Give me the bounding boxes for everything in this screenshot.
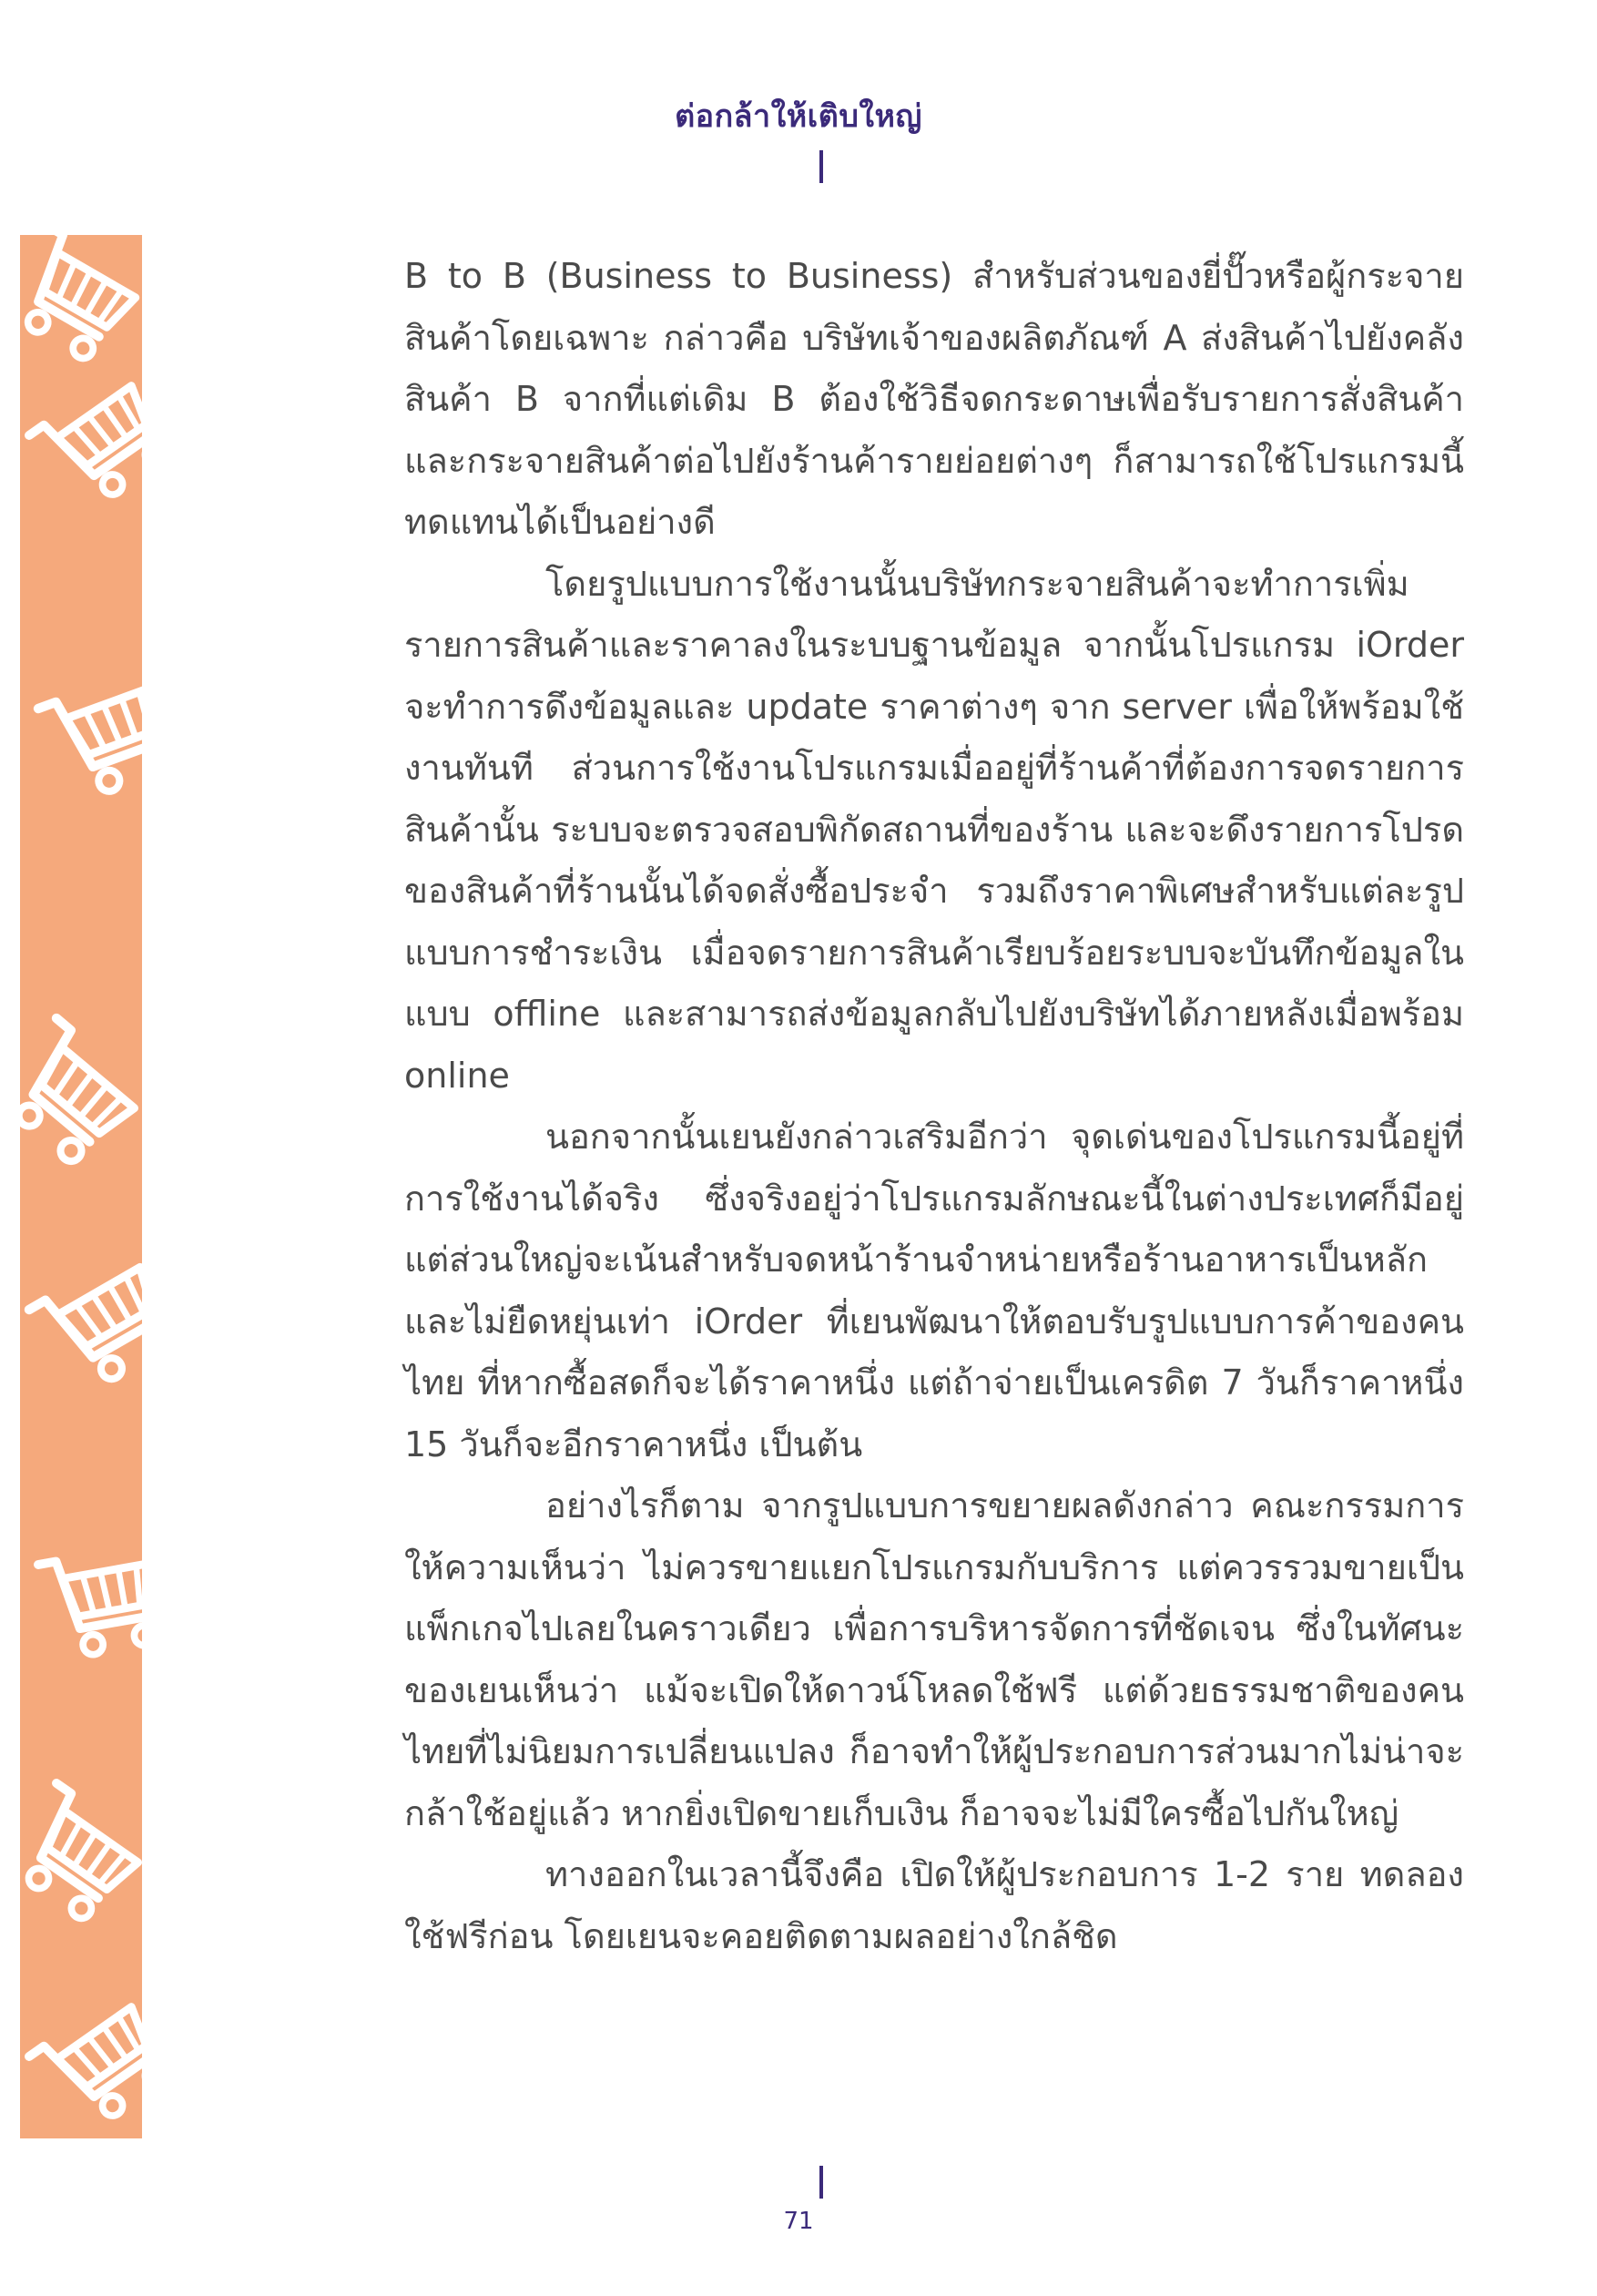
paragraph: ทางออกในเวลานี้จึงคือ เปิดให้ผู้ประกอบการ 1-2 ราย ทดลองใช้ฟรีก่อน โดยเยนจะคอยติดตามผลอย่างใกล้ชิด [404, 1854, 1464, 1956]
shopping-cart-pattern [20, 235, 142, 2138]
paragraph: โดยรูปแบบการใช้งานนั้นบริษัทกระจายสินค้าจะทำการเพิ่มรายการสินค้าและราคาลงในระบบฐานข้อมูล จากนั้นโปรแกรม iOrder จะทำการดึงข้อมูลและ update ราคาต่างๆ จาก server เพื่อให้พร้อมใช้งานทันที ส่วนการใช้งานโปรแกรมเมื่ออยู่ที่ร้านค้าที่ต้องการจดรายการสินค้านั้น ระบบจะตรวจสอบพิกัดสถานที่ของร้าน และจะดึงรายการโปรดของสินค้าที่ร้านนั้นได้จดสั่งซื้อประจำ รวมถึงราคาพิเศษสำหรับแต่ละรูปแบบการชำระเงิน เมื่อจดรายการสินค้าเรียบร้อยระบบจะบันทึกข้อมูลในแบบ offline และสามารถส่งข้อมูลกลับไปยังบริษัทได้ภายหลังเมื่อพร้อม online [404, 563, 1464, 1096]
running-title: ต่อกล้าให้เติบใหญ่ [675, 98, 922, 135]
footer-rule [819, 2166, 823, 2199]
page-number: 71 [783, 2208, 814, 2235]
shopping-cart-icon [20, 235, 142, 367]
shopping-cart-icon [29, 1251, 142, 1399]
paragraph: B to B (Business to Business) สำหรับส่วนของยี่ปั๊วหรือผู้กระจายสินค้าโดยเฉพาะ กล่าวคือ บริษัทเจ้าของผลิตภัณฑ์ A ส่งสินค้าไปยังคลังสินค้า B จากที่แต่เดิม B ต้องใช้วิธีจดกระดาษเพื่อรับรายการสั่งสินค้าและกระจายสินค้าต่อไปยังร้านค้ารายย่อยต่างๆ ก็สามารถใช้โปรแกรมนี้ทดแทนได้เป็นอย่างดี [404, 256, 1464, 542]
shopping-cart-icon [29, 371, 142, 515]
shopping-cart-icon [20, 1783, 142, 1928]
decorative-side-band [20, 235, 142, 2138]
shopping-cart-icon [38, 1546, 142, 1662]
paragraph: อย่างไรก็ตาม จากรูปแบบการขยายผลดังกล่าว คณะกรรมการให้ความเห็นว่า ไม่ควรขายแยกโปรแกรมกับบริการ แต่ควรรวมขายเป็นแพ็กเกจไปเลยในคราวเดียว เพื่อการบริหารจัดการที่ชัดเจน ซึ่งในทัศนะของเยนเห็นว่า แม้จะเปิดให้ดาวน์โหลดใช้ฟรี แต่ด้วยธรรมชาติของคนไทยที่ไม่นิยมการเปลี่ยนแปลง ก็อาจทำให้ผู้ประกอบการส่วนมากไม่น่าจะกล้าใช้อยู่แล้ว หากยิ่งเปิดขายเก็บเงิน ก็อาจจะไม่มีใครซื้อไปกันใหญ่ [404, 1485, 1464, 1833]
shopping-cart-icon [38, 668, 142, 805]
header-rule [819, 150, 823, 183]
paragraph: นอกจากนั้นเยนยังกล่าวเสริมอีกว่า จุดเด่นของโปรแกรมนี้อยู่ที่การใช้งานได้จริง ซึ่งจริงอยู่ว่าโปรแกรมลักษณะนี้ในต่างประเทศก็มีอยู่ แต่ส่วนใหญ่จะเน้นสำหรับจดหน้าร้านจำหน่ายหรือร้านอาหารเป็นหลัก และไม่ยืดหยุ่นเท่า iOrder ที่เยนพัฒนาให้ตอบรับรูปแบบการค้าของคนไทย ที่หากซื้อสดก็จะได้ราคาหนึ่ง แต่ถ้าจ่ายเป็นเครดิต 7 วันก็ราคาหนึ่ง 15 วันก็จะอีกราคาหนึ่ง เป็นต้น [404, 1117, 1464, 1464]
shopping-cart-icon [20, 1018, 142, 1172]
article-body [404, 246, 1464, 1967]
shopping-cart-icon [29, 1992, 142, 2137]
